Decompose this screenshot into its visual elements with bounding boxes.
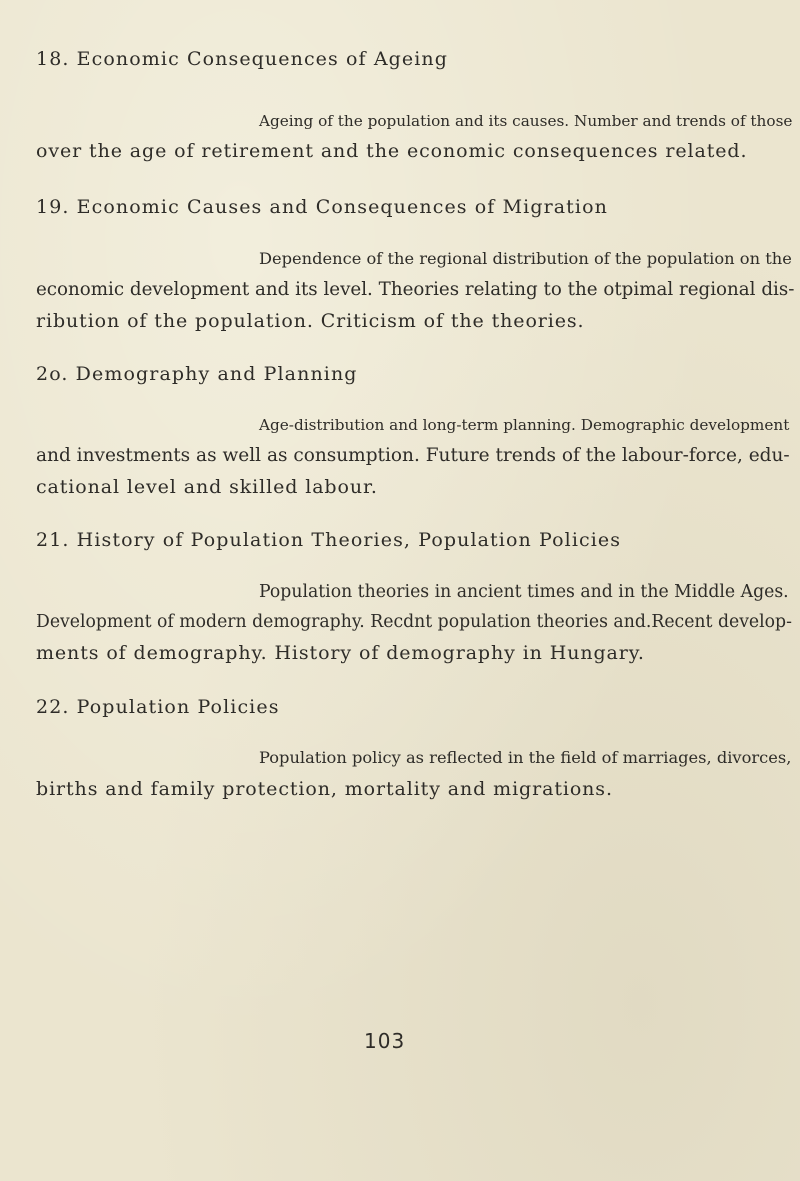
paragraph-line: Development of modern demography. Recdnt population theories and.Recent develop-	[36, 612, 792, 632]
paragraph-line: Ageing of the population and its causes. Number and trends of those	[259, 112, 793, 130]
paragraph-line: Population policy as reflected in the field of marriages, divorces,	[259, 748, 792, 767]
paragraph-line: and investments as well as consumption. Future trends of the labour-force, edu-	[36, 445, 790, 466]
paragraph-line: over the age of retirement and the economic consequences related.	[36, 140, 748, 162]
section-heading: 18. Economic Consequences of Ageing	[36, 48, 449, 70]
page-number: 103	[364, 1029, 406, 1053]
paragraph-line: Age-distribution and long-term planning. Demographic development	[259, 416, 790, 434]
paragraph-line: cational level and skilled labour.	[36, 476, 378, 498]
section-heading: 19. Economic Causes and Consequences of Migration	[36, 196, 608, 218]
section-heading: 21. History of Population Theories, Population Policies	[36, 529, 622, 551]
section-heading: 2o. Demography and Planning	[36, 363, 358, 385]
paragraph-line: ribution of the population. Criticism of the theories.	[36, 310, 585, 332]
paragraph-line: Population theories in ancient times and in the Middle Ages.	[259, 582, 789, 602]
paragraph-line: births and family protection, mortality and migrations.	[36, 778, 613, 800]
paragraph-line: ments of demography. History of demography in Hungary.	[36, 642, 645, 664]
section-heading: 22. Population Policies	[36, 696, 280, 718]
paragraph-line: Dependence of the regional distribution of the population on the	[259, 249, 792, 268]
paragraph-line: economic development and its level. Theories relating to the otpimal regional dis-	[36, 279, 795, 300]
